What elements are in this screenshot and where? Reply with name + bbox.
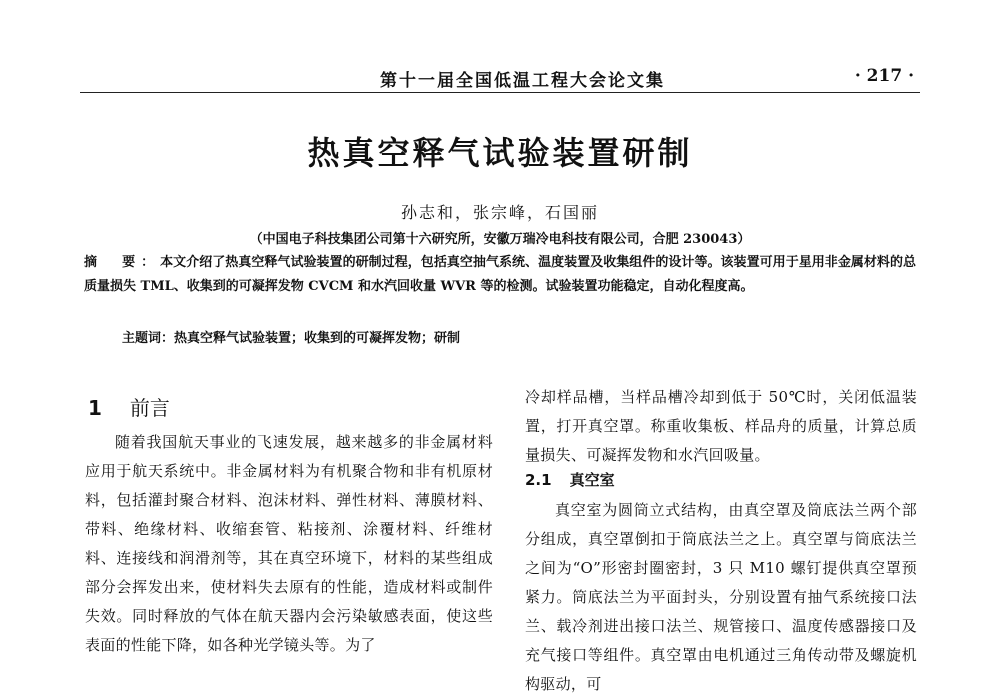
subsection-paragraph: 真空室为圆筒立式结构，由真空罩及筒底法兰两个部分组成，真空罩倒扣于筒底法兰之上。真空罩与筒底法兰之间为“O”形密封圈密封，3 只 M10 螺钉提供真空罩预紧力。筒底法兰为平面封头，分别设置有抽气系统接口法兰、载冷剂进出接口法兰、规管接口、温度传感器接口及充气接口等组件。真空罩由电机通过三角传动带及螺旋机构驱动，可 <box>525 501 917 693</box>
continuation-paragraph: 冷却样品槽，当样品槽冷却到低于 50℃时，关闭低温装置，打开真空罩。称重收集板、样品舟的质量，计算总质量损失、可凝挥发物和水汽回吸量。 <box>525 388 917 464</box>
subsection-title: 真空室 <box>569 471 615 489</box>
subsection-number: 2.1 <box>525 471 552 489</box>
abstract-label: 摘 要： <box>84 255 161 270</box>
section-1-paragraph: 随着我国航天事业的飞速发展，越来越多的非金属材料应用于航天系统中。非金属材料为有机聚合物和非有机原材料，包括灌封聚合材料、泡沫材料、弹性材料、薄膜材料、带料、绝缘材料、收缩套管、粘接剂、涂覆材料、纤维材料、连接线和润滑剂等，其在真空环境下，材料的某些组成部分会挥发出来，使材料失去原有的性能，造成材料或制件失效。同时释放的气体在航天器内会污染敏感表面，使这些表面的性能下降，如各种光学镜头等。为了 <box>85 433 493 654</box>
authors: 孙志和，张宗峰，石国丽 <box>400 203 599 222</box>
abstract-text: 本文介绍了热真空释气试验装置的研制过程，包括真空抽气系统、温度装置及收集组件的设计等。该装置可用于星用非金属材料的总质量损失 TML、收集到的可凝挥发物 CVCM 和水汽回收量 WVR 等的检测。试验装置功能稳定，自动化程度高。 <box>84 255 916 294</box>
section-1-title: 前言 <box>129 396 170 420</box>
right-column-continuation <box>525 383 917 470</box>
right-column-body <box>525 496 917 699</box>
keywords-label: 主题词： <box>122 331 175 346</box>
abstract <box>84 251 916 299</box>
running-head-title: 第十一届全国低温工程大会论文集 <box>380 71 665 91</box>
page-number: · 217 · <box>854 66 914 86</box>
section-1-heading <box>88 392 170 421</box>
keywords-text: 热真空释气试验装置；收集到的可凝挥发物；研制 <box>174 331 461 346</box>
affiliation: （中国电子科技集团公司第十六研究所，安徽万瑞冷电科技有限公司，合肥 230043） <box>249 232 751 247</box>
running-head <box>80 62 920 93</box>
left-column <box>85 428 493 660</box>
subsection-2-1-heading <box>525 469 615 490</box>
section-1-number: 1 <box>88 396 102 420</box>
keywords <box>122 327 912 351</box>
paper-title: 热真空释气试验装置研制 <box>307 134 693 172</box>
